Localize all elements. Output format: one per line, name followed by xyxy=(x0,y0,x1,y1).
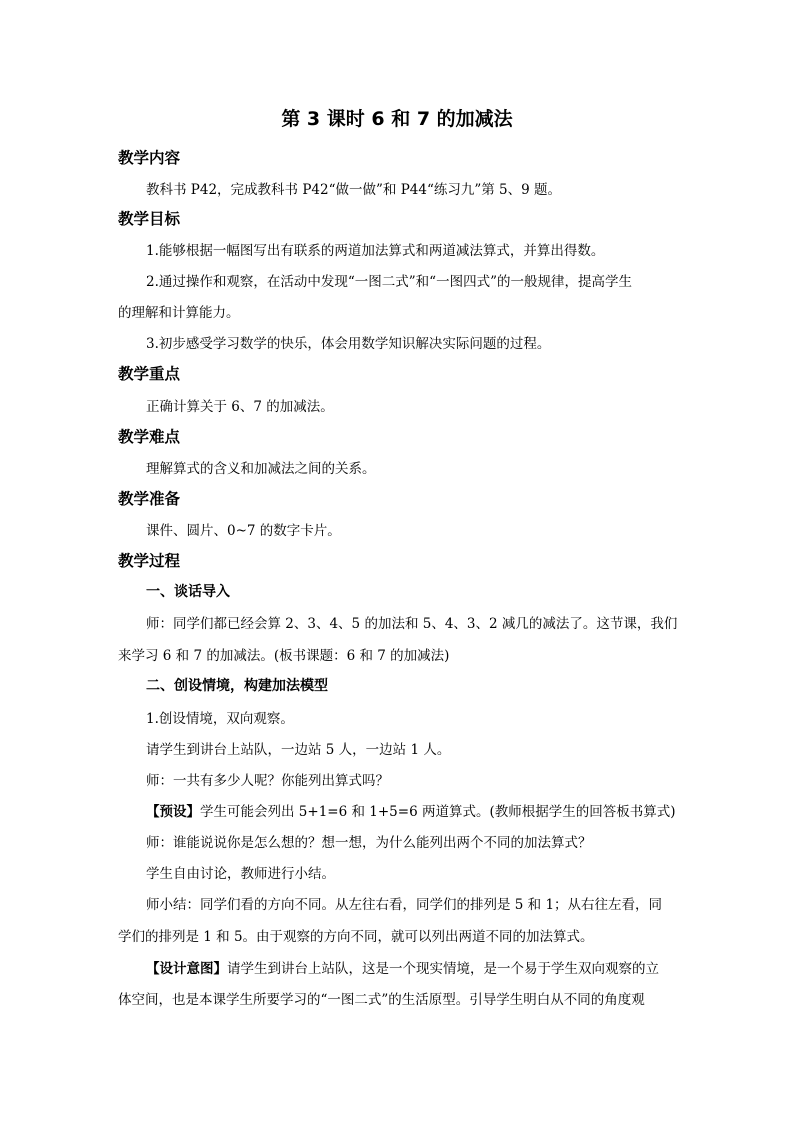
preparation-text: 课件、圆片、0~7 的数字卡片。 xyxy=(146,523,341,539)
paragraph-question: 师：一共有多少人呢？你能列出算式吗？ xyxy=(146,773,389,789)
preset-tag: 【预设】 xyxy=(146,804,200,820)
heading-preparation: 教学准备 xyxy=(118,490,181,508)
heading-difficulties: 教学难点 xyxy=(118,428,181,446)
summary-line-1: 师小结：同学们看的方向不同。从左往右看，同学们的排列是 5 和 1；从右往左看，同 xyxy=(146,897,663,913)
paragraph-why: 师：谁能说说你是怎么想的？想一想，为什么能列出两个不同的加法算式？ xyxy=(146,835,592,851)
heading-teaching-content: 教学内容 xyxy=(118,149,181,167)
part-1-line-1: 师：同学们都已经会算 2、3、4、5 的加法和 5、4、3、2 减几的减法了。这节课，我们 xyxy=(146,616,678,632)
preset-paragraph xyxy=(146,800,675,820)
design-intent-text: 请学生到讲台上站队，这是一个现实情境，是一个易于学生双向观察的立 xyxy=(227,961,659,977)
step-1: 1.创设情境，双向观察。 xyxy=(146,711,294,727)
design-intent-line-2: 体空间，也是本课学生所要学习的“一图二式”的生活原型。引导学生明白从不同的角度观 xyxy=(118,992,645,1008)
goal-item-2-line-1: 2.通过操作和观察，在活动中发现“一图二式”和“一图四式”的一般规律，提高学生 xyxy=(146,274,632,290)
paragraph-discussion: 学生自由讨论，教师进行小结。 xyxy=(146,866,335,882)
heading-teaching-goals: 教学目标 xyxy=(118,210,181,228)
design-intent-paragraph xyxy=(146,957,659,977)
paragraph-line-up: 请学生到讲台上站队，一边站 5 人，一边站 1 人。 xyxy=(146,742,451,758)
lesson-title: 第 3 课时 6 和 7 的加减法 xyxy=(281,108,513,130)
part-2-title: 二、创设情境，构建加法模型 xyxy=(146,678,328,694)
difficulties-text: 理解算式的含义和加减法之间的关系。 xyxy=(146,461,376,477)
part-1-title: 一、谈话导入 xyxy=(146,584,230,600)
goal-item-2-line-2: 的理解和计算能力。 xyxy=(118,305,240,321)
goal-item-3: 3.初步感受学习数学的快乐，体会用数学知识解决实际问题的过程。 xyxy=(146,336,551,352)
goal-item-1: 1.能够根据一幅图写出有联系的两道加法算式和两道减法算式，并算出得数。 xyxy=(146,243,605,259)
content-text: 教科书 P42，完成教科书 P42“做一做”和 P44“练习九”第 5、9 题。 xyxy=(146,182,562,198)
preset-text: 学生可能会列出 5+1=6 和 1+5=6 两道算式。(教师根据学生的回答板书算式) xyxy=(200,804,676,820)
part-1-line-2: 来学习 6 和 7 的加减法。(板书课题：6 和 7 的加减法) xyxy=(118,648,450,664)
key-points-text: 正确计算关于 6、7 的加减法。 xyxy=(146,399,334,415)
summary-line-2: 学们的排列是 1 和 5。由于观察的方向不同，就可以列出两道不同的加法算式。 xyxy=(118,929,594,945)
design-intent-tag: 【设计意图】 xyxy=(146,961,227,977)
heading-teaching-process: 教学过程 xyxy=(118,552,181,570)
heading-key-points: 教学重点 xyxy=(118,365,181,383)
